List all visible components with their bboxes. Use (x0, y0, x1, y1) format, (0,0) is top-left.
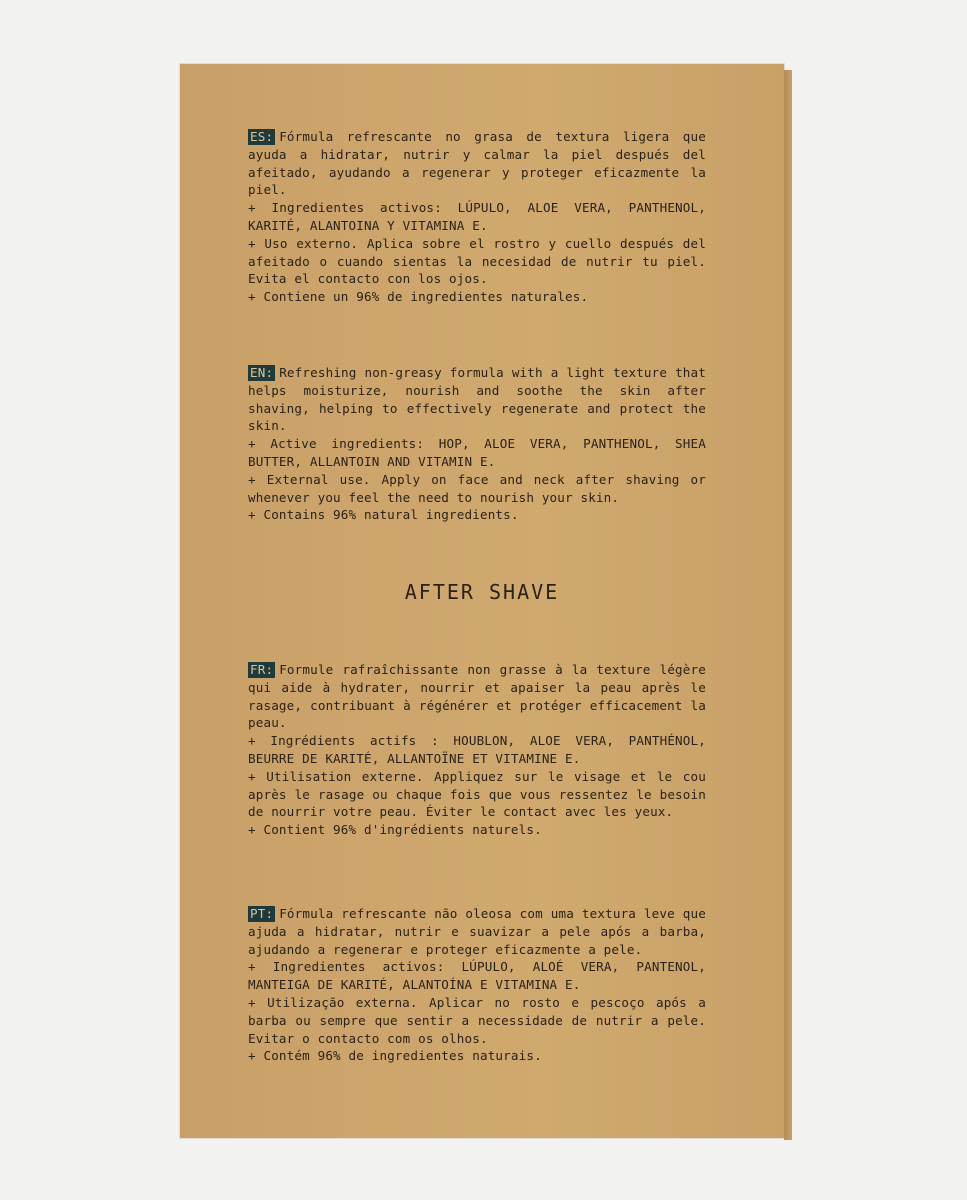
section-pt-ingredients: + Ingredientes activos: LÚPULO, ALOÉ VERA, PANTENOL, MANTEIGA DE KARITÉ, ALANTOÍNA E VITAMINA E. (248, 959, 706, 993)
section-pt-intro (248, 905, 706, 958)
box-side-edge (784, 70, 792, 1140)
section-en-ingredients: + Active ingredients: HOP, ALOE VERA, PANTHENOL, SHEA BUTTER, ALLANTOIN AND VITAMIN E. (248, 436, 706, 469)
section-en-intro-text: Refreshing non-greasy formula with a light texture that helps moisturize, nourish and soothe the skin after shaving, helping to effectively regenerate and protect the skin. (248, 365, 706, 434)
section-fr-ingredients: + Ingrédients actifs : HOUBLON, ALOE VERA, PANTHÉNOL, BEURRE DE KARITÉ, ALLANTOÏNE ET VITAMINE E. (248, 733, 706, 766)
section-fr-usage: + Utilisation externe. Appliquez sur le visage et le cou après le rasage ou chaque fois que vous ressentez le besoin de nourrir votre peau. Éviter le contact avec les yeux. (248, 768, 706, 820)
language-tag-fr: FR: (250, 662, 274, 677)
section-en-usage: + External use. Apply on face and neck after shaving or whenever you feel the need to nourish your skin. (248, 471, 706, 505)
section-fr-natural: + Contient 96% d'ingrédients naturels. (248, 822, 542, 838)
section-es-intro-text: Fórmula refrescante no grasa de textura ligera que ayuda a hidratar, nutrir y calmar la piel después del afeitado, ayudando a regenerar y proteger eficazmente la piel. (248, 129, 706, 198)
section-es-ingredients: + Ingredientes activos: LÚPULO, ALOE VERA, PANTHENOL, KARITÉ, ALANTOINA Y VITAMINA E. (248, 200, 706, 233)
product-title: AFTER SHAVE (404, 580, 560, 604)
section-pt-natural: + Contém 96% de ingredientes naturais. (248, 1048, 542, 1064)
language-tag-es: ES: (250, 129, 274, 144)
section-fr (248, 661, 706, 839)
section-fr-intro-text: Formule rafraîchissante non grasse à la texture légère qui aide à hydrater, nourrir et apaiser la peau après le rasage, contribuant à régénérer et protéger efficacement la peau. (248, 662, 706, 731)
section-en (248, 364, 706, 524)
section-es-intro (248, 128, 706, 199)
section-pt (248, 905, 706, 1065)
section-es (248, 128, 706, 306)
section-en-intro (248, 364, 706, 435)
section-pt-intro-text: Fórmula refrescante não oleosa com uma textura leve que ajuda a hidratar, nutrir e suavizar a pele após a barba, ajudando a regenerar e proteger eficazmente a pele. (248, 906, 706, 957)
section-pt-usage: + Utilização externa. Aplicar no rosto e pescoço após a barba ou sempre que sentir a necessidade de nutrir a pele. Evitar o contacto com os olhos. (248, 994, 706, 1046)
section-es-usage: + Uso externo. Aplica sobre el rostro y cuello después del afeitado o cuando sientas la necesidad de nutrir tu piel. Evita el contacto con los ojos. (248, 235, 706, 287)
section-fr-intro (248, 661, 706, 732)
language-tag-pt: PT: (250, 906, 274, 921)
section-es-natural: + Contiene un 96% de ingredientes naturales. (248, 289, 589, 305)
language-tag-en: EN: (250, 365, 274, 380)
section-en-natural: + Contains 96% natural ingredients. (248, 507, 519, 523)
